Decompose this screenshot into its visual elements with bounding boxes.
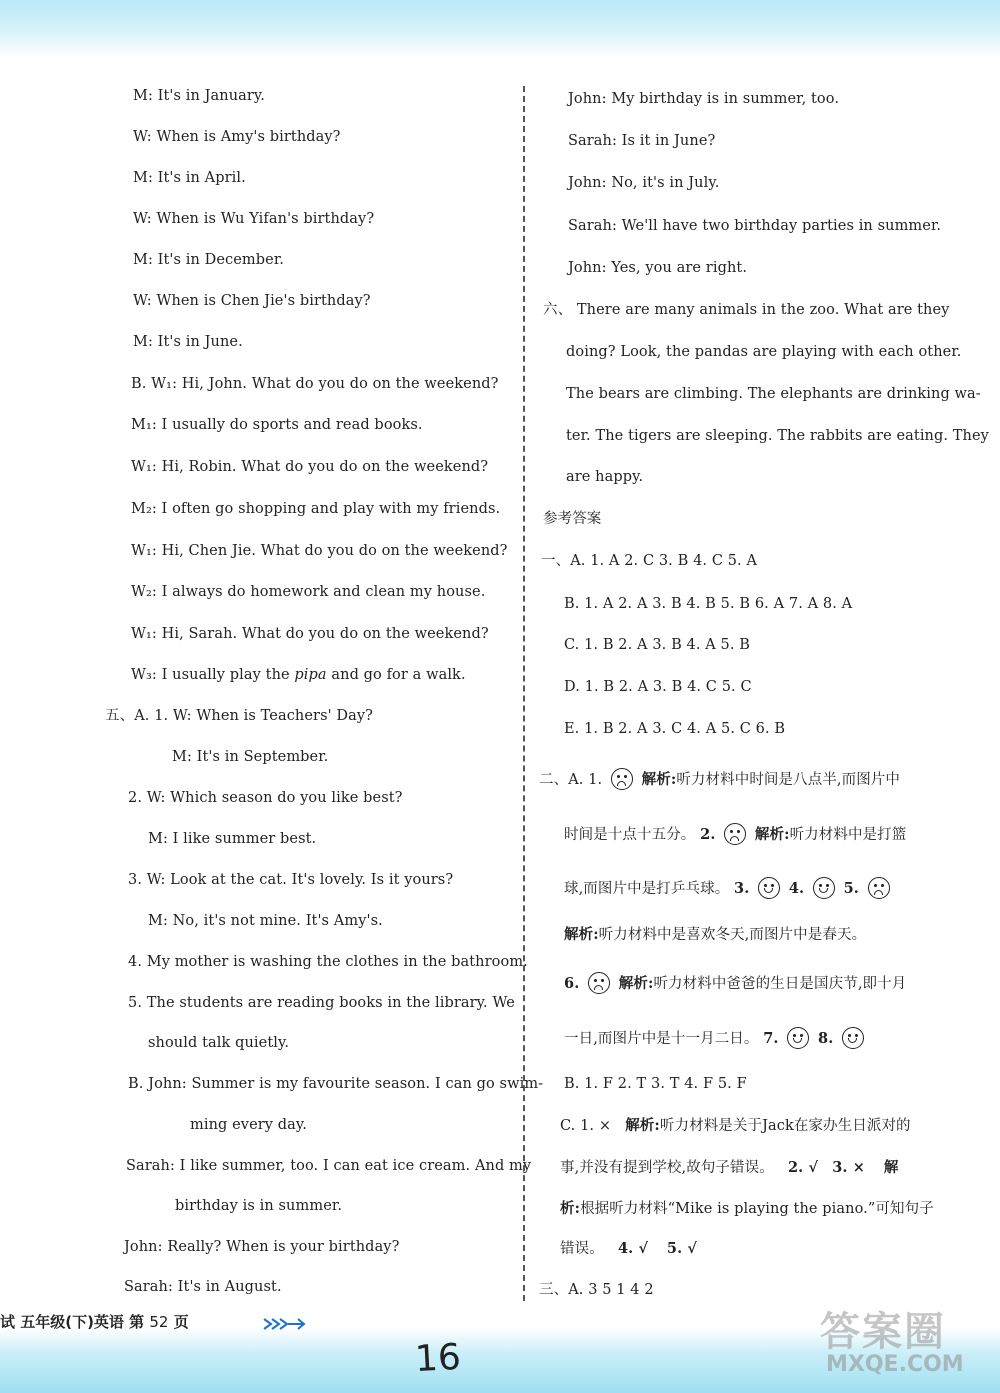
left-column-line: 3. W: Look at the cat. It's lovely. Is it yours? — [128, 872, 454, 888]
right-column-line: Sarah: We'll have two birthday parties in summer. — [568, 218, 942, 234]
right-column-line: C. 1. B 2. A 3. B 4. A 5. B — [564, 637, 751, 653]
left-column-line: B. W₁: Hi, John. What do you do on the weekend? — [131, 376, 499, 392]
happy-face-icon — [758, 877, 780, 899]
left-column-line: M: It's in June. — [133, 334, 243, 350]
answer-line-4: 解析:听力材料中是喜欢冬天,而图片中是春天。 — [564, 926, 867, 943]
arrows-icon — [262, 1317, 306, 1331]
left-column-line: 5. The students are reading books in the library. We — [128, 995, 515, 1011]
sad-face-icon — [611, 768, 633, 790]
left-column-line: M: It's in September. — [172, 749, 329, 765]
sad-face-icon — [588, 972, 610, 994]
right-column-line: are happy. — [566, 469, 644, 485]
left-column-line: W: When is Chen Jie's birthday? — [133, 293, 371, 309]
left-column-line: Sarah: It's in August. — [124, 1279, 282, 1295]
right-column-line: 参考答案 — [543, 511, 602, 527]
left-column-line: ming every day. — [190, 1117, 308, 1133]
right-column-line: B. 1. F 2. T 3. T 4. F 5. F — [564, 1076, 747, 1092]
left-column-line: 2. W: Which season do you like best? — [128, 790, 403, 806]
right-column-line: D. 1. B 2. A 3. B 4. C 5. C — [564, 679, 752, 695]
left-column-line: W₃: I usually play the pipa and go for a walk. — [131, 667, 466, 683]
answer-line-6: 一日,而图片中是十一月二日。 7. 8. — [564, 1027, 868, 1049]
right-column-line: John: Yes, you are right. — [568, 260, 748, 276]
left-column-line: M₁: I usually do sports and read books. — [131, 417, 423, 433]
left-column-line: M: It's in December. — [133, 252, 284, 268]
page-number: 52 — [149, 1313, 169, 1331]
happy-face-icon — [842, 1027, 864, 1049]
left-column-line: M: It's in January. — [133, 88, 266, 104]
right-column-line: 六、 There are many animals in the zoo. What are they — [543, 302, 950, 318]
right-column-line: B. 1. A 2. A 3. B 4. B 5. B 6. A 7. A 8. A — [564, 596, 853, 612]
watermark-logo: 答案圈 MXQE.COM — [820, 1309, 964, 1377]
left-column-line: M₂: I often go shopping and play with my friends. — [131, 501, 501, 517]
right-column-line: Sarah: Is it in June? — [568, 133, 716, 149]
left-column-line: B. John: Summer is my favourite season. I can go swim- — [128, 1076, 544, 1092]
left-column-line: should talk quietly. — [148, 1035, 290, 1051]
right-column-line: John: No, it's in July. — [568, 175, 720, 191]
answer-line-2: 时间是十点十五分。 2. 解析:听力材料中是打篮 — [564, 823, 906, 845]
right-column-line: John: My birthday is in summer, too. — [568, 91, 840, 107]
left-column-line: birthday is in summer. — [175, 1198, 343, 1214]
top-decorative-band — [0, 0, 1000, 58]
answer-line-c3: 析:根据听力材料“Mike is playing the piano.”可知句子 — [560, 1200, 934, 1217]
left-column-line: W₁: Hi, Chen Jie. What do you do on the weekend? — [131, 543, 508, 559]
left-column-line: John: Really? When is your birthday? — [124, 1239, 400, 1255]
right-column-line: ter. The tigers are sleeping. The rabbits are eating. They — [566, 428, 989, 444]
answer-line-1: 二、A. 1. 解析:听力材料中时间是八点半,而图片中 — [539, 768, 900, 790]
page-footer: 试 五年级(下)英语 第 52 页 — [0, 1313, 189, 1331]
answer-line-5: 6. 解析:听力材料中爸爸的生日是国庆节,即十月 — [564, 972, 906, 994]
column-divider — [523, 86, 525, 1301]
left-column-line: W₁: Hi, Sarah. What do you do on the weekend? — [131, 626, 489, 642]
left-column-line: Sarah: I like summer, too. I can eat ice cream. And my — [126, 1158, 532, 1174]
right-column-line: E. 1. B 2. A 3. C 4. A 5. C 6. B — [564, 721, 786, 737]
sad-face-icon — [868, 877, 890, 899]
right-column-line: The bears are climbing. The elephants are drinking wa- — [566, 386, 981, 402]
left-column-line: W: When is Wu Yifan's birthday? — [133, 211, 375, 227]
right-column-line: doing? Look, the pandas are playing with each other. — [566, 344, 962, 360]
left-column-line: W₂: I always do homework and clean my house. — [131, 584, 486, 600]
left-column-line: M: No, it's not mine. It's Amy's. — [148, 913, 383, 929]
left-column-line: M: I like summer best. — [148, 831, 317, 847]
answer-line-c4: 错误。 4. √ 5. √ — [560, 1240, 698, 1257]
happy-face-icon — [813, 877, 835, 899]
answer-line-c2: 事,并没有提到学校,故句子错误。 2. √ 3. × 解 — [560, 1159, 899, 1176]
left-column-line: 4. My mother is washing the clothes in the bathroom. — [128, 954, 528, 970]
left-column-line: 五、A. 1. W: When is Teachers' Day? — [105, 708, 374, 724]
answer-line-3: 球,而图片中是打乒乓球。 3. 4. 5. — [564, 877, 894, 899]
right-column-line: 一、A. 1. A 2. C 3. B 4. C 5. A — [541, 553, 758, 569]
sad-face-icon — [724, 823, 746, 845]
right-column-line: 三、A. 3 5 1 4 2 — [539, 1282, 654, 1298]
left-column-line: M: It's in April. — [133, 170, 246, 186]
answer-line-c1: C. 1. × 解析:听力材料是关于Jack在家办生日派对的 — [560, 1117, 911, 1134]
left-column-line: W: When is Amy's birthday? — [133, 129, 341, 145]
happy-face-icon — [787, 1027, 809, 1049]
handwritten-page-number: 16 — [413, 1336, 462, 1381]
left-column-line: W₁: Hi, Robin. What do you do on the weekend? — [131, 459, 489, 475]
